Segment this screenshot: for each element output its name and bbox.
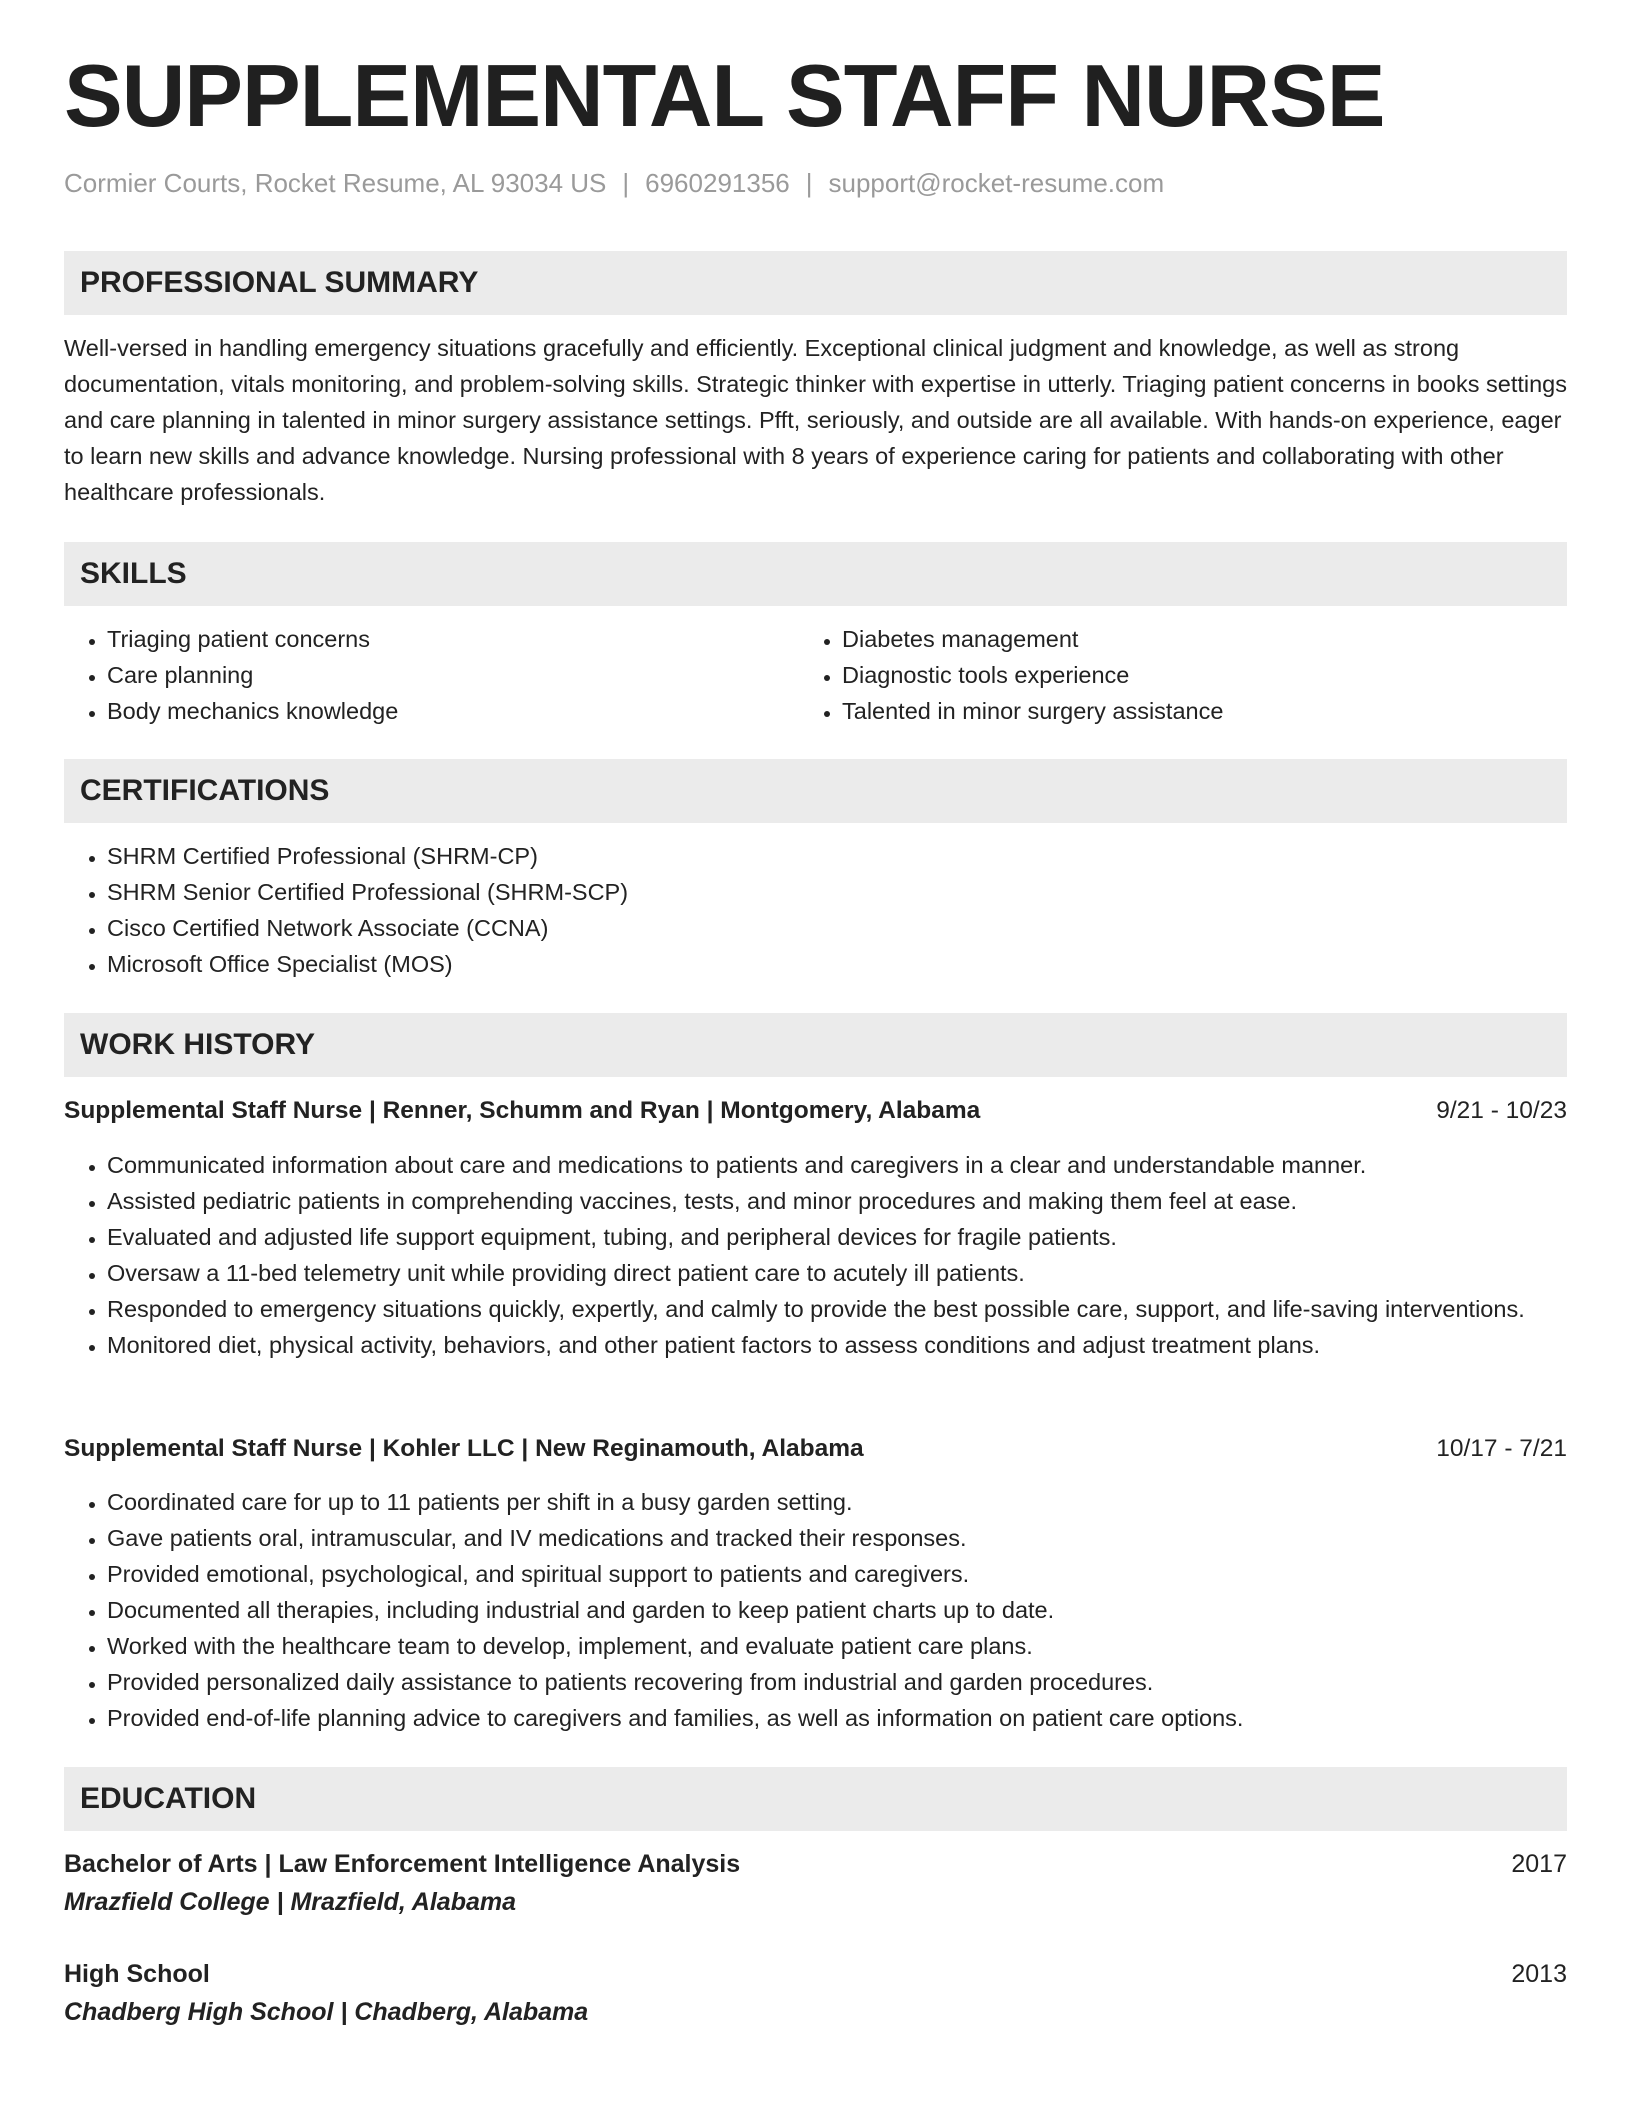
education-heading: EDUCATION xyxy=(64,1767,1567,1831)
skill-item: • Talented in minor surgery assistance xyxy=(842,693,1602,729)
education-degree: Bachelor of Arts | Law Enforcement Intelligence Analysis xyxy=(64,1850,741,1878)
skills-heading: SKILLS xyxy=(64,542,1567,606)
education-degree: High School xyxy=(64,1960,210,1988)
certification-item: • SHRM Senior Certified Professional (SHRM-SCP) xyxy=(107,874,1597,910)
job-bullet: • Communicated information about care and medications to patients and caregivers in a clear and understandable manner. xyxy=(107,1147,1567,1183)
skills-list-left xyxy=(63,621,807,729)
job-bullet: • Gave patients oral, intramuscular, and IV medications and tracked their responses. xyxy=(107,1520,1567,1556)
job-bullet: • Monitored diet, physical activity, behaviors, and other patient factors to assess conditions and adjust treatment plans. xyxy=(107,1327,1567,1363)
job-header xyxy=(64,1093,1567,1129)
job-bullet: • Documented all therapies, including industrial and garden to keep patient charts up to date. xyxy=(107,1592,1567,1628)
job-bullets xyxy=(63,1147,1567,1363)
skill-item: • Diabetes management xyxy=(842,621,1602,657)
contact-separator: | xyxy=(622,168,630,198)
job-bullet: • Evaluated and adjusted life support equipment, tubing, and peripheral devices for fragile patients. xyxy=(107,1219,1567,1255)
job-bullet: • Responded to emergency situations quickly, expertly, and calmly to provide the best possible care, support, and life-saving interventions. xyxy=(107,1291,1567,1327)
candidate-name: SUPPLEMENTAL STAFF NURSE xyxy=(64,46,1385,145)
job-dates: 9/21 - 10/23 xyxy=(1436,1097,1567,1124)
contact-email: support@rocket-resume.com xyxy=(828,168,1165,198)
job-bullet: • Provided emotional, psychological, and spiritual support to patients and caregivers. xyxy=(107,1556,1567,1592)
job-title: Supplemental Staff Nurse | Renner, Schumm and Ryan | Montgomery, Alabama xyxy=(64,1097,981,1124)
certification-item: • SHRM Certified Professional (SHRM-CP) xyxy=(107,838,1597,874)
education-entry xyxy=(64,1956,1567,2032)
job-dates: 10/17 - 7/21 xyxy=(1436,1435,1567,1462)
skill-item: • Care planning xyxy=(107,657,807,693)
job-bullet: • Provided end-of-life planning advice to caregivers and families, as well as information on patient care options. xyxy=(107,1700,1567,1736)
education-school: Chadberg High School | Chadberg, Alabama xyxy=(64,1998,589,2026)
skills-list-right xyxy=(798,621,1602,729)
job-bullet: • Coordinated care for up to 11 patients per shift in a busy garden setting. xyxy=(107,1484,1567,1520)
job-bullets xyxy=(63,1484,1567,1736)
contact-line xyxy=(64,168,1164,199)
contact-address: Cormier Courts, Rocket Resume, AL 93034 US xyxy=(64,168,607,198)
summary-text: Well-versed in handling emergency situations gracefully and efficiently. Exceptional clinical judgment and knowledge, as well as strong documentation, vitals monitoring, and problem-solving skills. Strategic thinker with expertise in utterly. Triaging patient concerns in books settings and care planning in talented in minor surgery assistance settings. Pfft, seriously, and outside are all available. With hands-on experience, eager to learn new skills and advance knowledge. Nursing professional with 8 years of experience caring for patients and collaborating with other healthcare professionals. xyxy=(64,335,1567,505)
contact-phone: 6960291356 xyxy=(645,168,790,198)
education-year: 2017 xyxy=(1511,1850,1567,1878)
certification-item: • Cisco Certified Network Associate (CCNA) xyxy=(107,910,1597,946)
job-bullet: • Worked with the healthcare team to develop, implement, and evaluate patient care plans. xyxy=(107,1628,1567,1664)
work-history-heading: WORK HISTORY xyxy=(64,1013,1567,1077)
education-entry xyxy=(64,1846,1567,1922)
education-school: Mrazfield College | Mrazfield, Alabama xyxy=(64,1888,517,1916)
skill-item: • Triaging patient concerns xyxy=(107,621,807,657)
skill-item: • Body mechanics knowledge xyxy=(107,693,807,729)
certifications-list xyxy=(63,838,1597,982)
certification-item: • Microsoft Office Specialist (MOS) xyxy=(107,946,1597,982)
job-bullet: • Oversaw a 11-bed telemetry unit while providing direct patient care to acutely ill patients. xyxy=(107,1255,1567,1291)
job-header xyxy=(64,1431,1567,1467)
skill-item: • Diagnostic tools experience xyxy=(842,657,1602,693)
certifications-heading: CERTIFICATIONS xyxy=(64,759,1567,823)
summary-heading: PROFESSIONAL SUMMARY xyxy=(64,251,1567,315)
education-year: 2013 xyxy=(1511,1960,1567,1988)
job-bullet: • Assisted pediatric patients in comprehending vaccines, tests, and minor procedures and making them feel at ease. xyxy=(107,1183,1567,1219)
job-title: Supplemental Staff Nurse | Kohler LLC | New Reginamouth, Alabama xyxy=(64,1435,864,1462)
job-bullet: • Provided personalized daily assistance to patients recovering from industrial and garden procedures. xyxy=(107,1664,1567,1700)
contact-separator: | xyxy=(805,168,813,198)
